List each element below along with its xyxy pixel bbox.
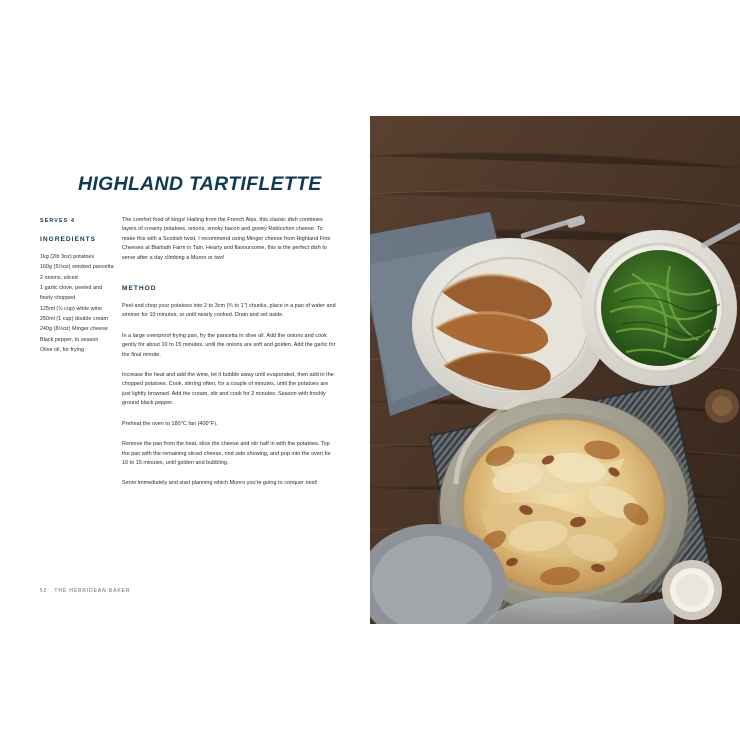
- method-heading: METHOD: [122, 285, 157, 293]
- method-list: [122, 302, 336, 489]
- list-item: 240g (8½oz) Minger cheese: [40, 326, 108, 333]
- page-number: 52: [40, 588, 48, 594]
- list-item: 160g (5½oz) smoked pancetta: [40, 264, 114, 271]
- book-title: THE HEBRIDEAN BAKER: [54, 588, 131, 594]
- list-item: Serve immediately and start planning which Munro you're going to conquer next!: [122, 480, 318, 487]
- list-item: 1 garlic clove, peeled and finely chopped: [40, 284, 103, 302]
- list-item: Increase the heat and add the wine, let it bubble away until evaporated, then add in the chopped potatoes. Cook, stirring often, for a couple of minutes, until the potatoes are just lightly browned. Add the cream, stir and cook for 2 minutes. Season with freshly ground black pepper.: [122, 372, 334, 407]
- page-footer: [40, 588, 130, 594]
- list-item: 250ml (1 cup) double cream: [40, 315, 109, 322]
- list-item: Preheat the oven to 180°C fan (400°F).: [122, 420, 218, 427]
- ingredients-list: [40, 252, 116, 355]
- recipe-page-left: [0, 116, 370, 624]
- ingredients-column: [40, 218, 116, 355]
- list-item: 125ml (½ cup) white wine: [40, 305, 102, 312]
- list-item: Black pepper, to season: [40, 336, 99, 343]
- serves-label: SERVES 4: [40, 218, 76, 224]
- list-item: 2 onions, sliced: [40, 274, 78, 281]
- tartiflette-photo-illustration: [370, 116, 740, 624]
- recipe-photo: [370, 116, 740, 624]
- list-item: Remove the pan from the heat, slice the cheese and stir half in with the potatoes. Top the pan with the remaining sliced cheese, rind side showing, and pop into the oven for 10 to 15 minutes, until golden and bubbling.: [122, 441, 331, 466]
- list-item: Peel and chop your potatoes into 2 to 3cm (¾ to 1") chunks, place in a pan of water and simmer for 10 minutes, or until nearly cooked. Drain and set aside.: [122, 303, 336, 319]
- ingredients-heading: INGREDIENTS: [40, 236, 97, 243]
- recipe-intro: The comfort food of kings! Hailing from the French Alps, this classic dish combines layers of creamy potatoes, onions, smoky bacon and gooey Reblochon cheese. To make this with a Scottish twist, I recommend using Minger cheese from Highland Fine Cheeses at Blarliath Farm in Tain. Hearty and flavoursome, this is the perfect dish to serve after a day climbing a Munro or two!: [122, 217, 331, 261]
- page-title: HIGHLAND TARTIFLETTE: [78, 173, 322, 195]
- method-column: [122, 216, 336, 500]
- list-item: 1kg (2lb 3oz) potatoes: [40, 254, 95, 260]
- list-item: In a large ovenproof frying pan, fry the pancetta in olive oil. Add the onions and cook gently for about 10 to 15 minutes, until the onions are soft and golden. Add the garlic for the final minute.: [122, 332, 336, 358]
- list-item: Olive oil, for frying: [40, 346, 85, 353]
